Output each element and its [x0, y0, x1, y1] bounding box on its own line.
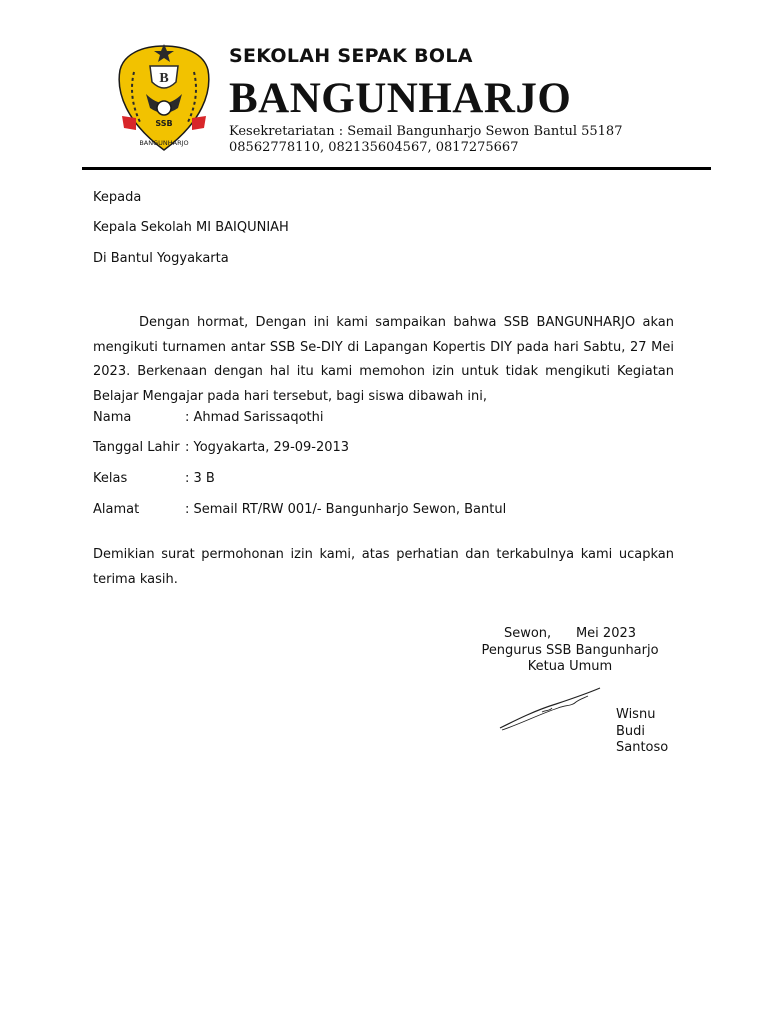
- logo-badge-text: SSB: [155, 119, 173, 128]
- signature-block: [470, 626, 670, 676]
- closing-paragraph: Demikian surat permohonan izin kami, atas perhatian dan terkabulnya kami ucapkan terima kasih.: [93, 547, 674, 587]
- field-label-name: Nama: [93, 410, 132, 425]
- signatory-name-line: Wisnu: [616, 707, 656, 722]
- handwritten-signature: [496, 684, 604, 734]
- place-date: Sewon, Mei 2023: [503, 626, 637, 641]
- signatory-name-line: Santoso: [616, 740, 669, 755]
- logo-emblem-letter: B: [159, 71, 169, 86]
- school-logo: [116, 42, 212, 156]
- school-name-heading: BANGUNHARJO: [229, 75, 572, 122]
- field-value-address: : Semail RT/RW 001/- Bangunharjo Sewon, Bantul: [185, 502, 507, 517]
- school-type-heading: SEKOLAH SEPAK BOLA: [229, 45, 473, 67]
- phone-numbers: 08562778110, 082135604567, 0817275667: [229, 140, 519, 155]
- body-paragraph: Dengan hormat, Dengan ini kami sampaikan bahwa SSB BANGUNHARJO akan mengikuti turnamen antar SSB Se-DIY di Lapangan Kopertis DIY pada hari Sabtu, 27 Mei 2023. Berkenaan dengan hal itu kami memohon izin untuk tidak mengikuti Kegiatan Belajar Mengajar pada hari tersebut, bagi siswa dibawah ini,: [93, 315, 674, 404]
- recipient-location: Di Bantul Yogyakarta: [93, 251, 229, 266]
- field-value-birth: : Yogyakarta, 29-09-2013: [185, 440, 350, 455]
- letterhead-divider: [82, 167, 711, 170]
- signatory-name: [616, 707, 668, 757]
- signatory-name-line: Budi: [616, 723, 646, 739]
- field-value-class: : 3 B: [185, 471, 215, 486]
- recipient-name: Kepala Sekolah MI BAIQUNIAH: [93, 220, 289, 235]
- organization-name: Pengurus SSB Bangunharjo: [481, 642, 659, 658]
- field-label-address: Alamat: [93, 502, 140, 517]
- field-value-name: : Ahmad Sarissaqothi: [185, 410, 324, 425]
- secretariat-address: Kesekretariatan : Semail Bangunharjo Sewon Bantul 55187: [229, 124, 623, 139]
- recipient-salutation: Kepada: [93, 190, 142, 205]
- field-label-class: Kelas: [93, 471, 128, 486]
- soccer-ball-icon: [157, 101, 171, 115]
- logo-ribbon-text: BANGUNHARJO: [139, 139, 189, 147]
- position-title: Ketua Umum: [527, 659, 613, 674]
- field-label-birth: Tanggal Lahir: [93, 440, 180, 455]
